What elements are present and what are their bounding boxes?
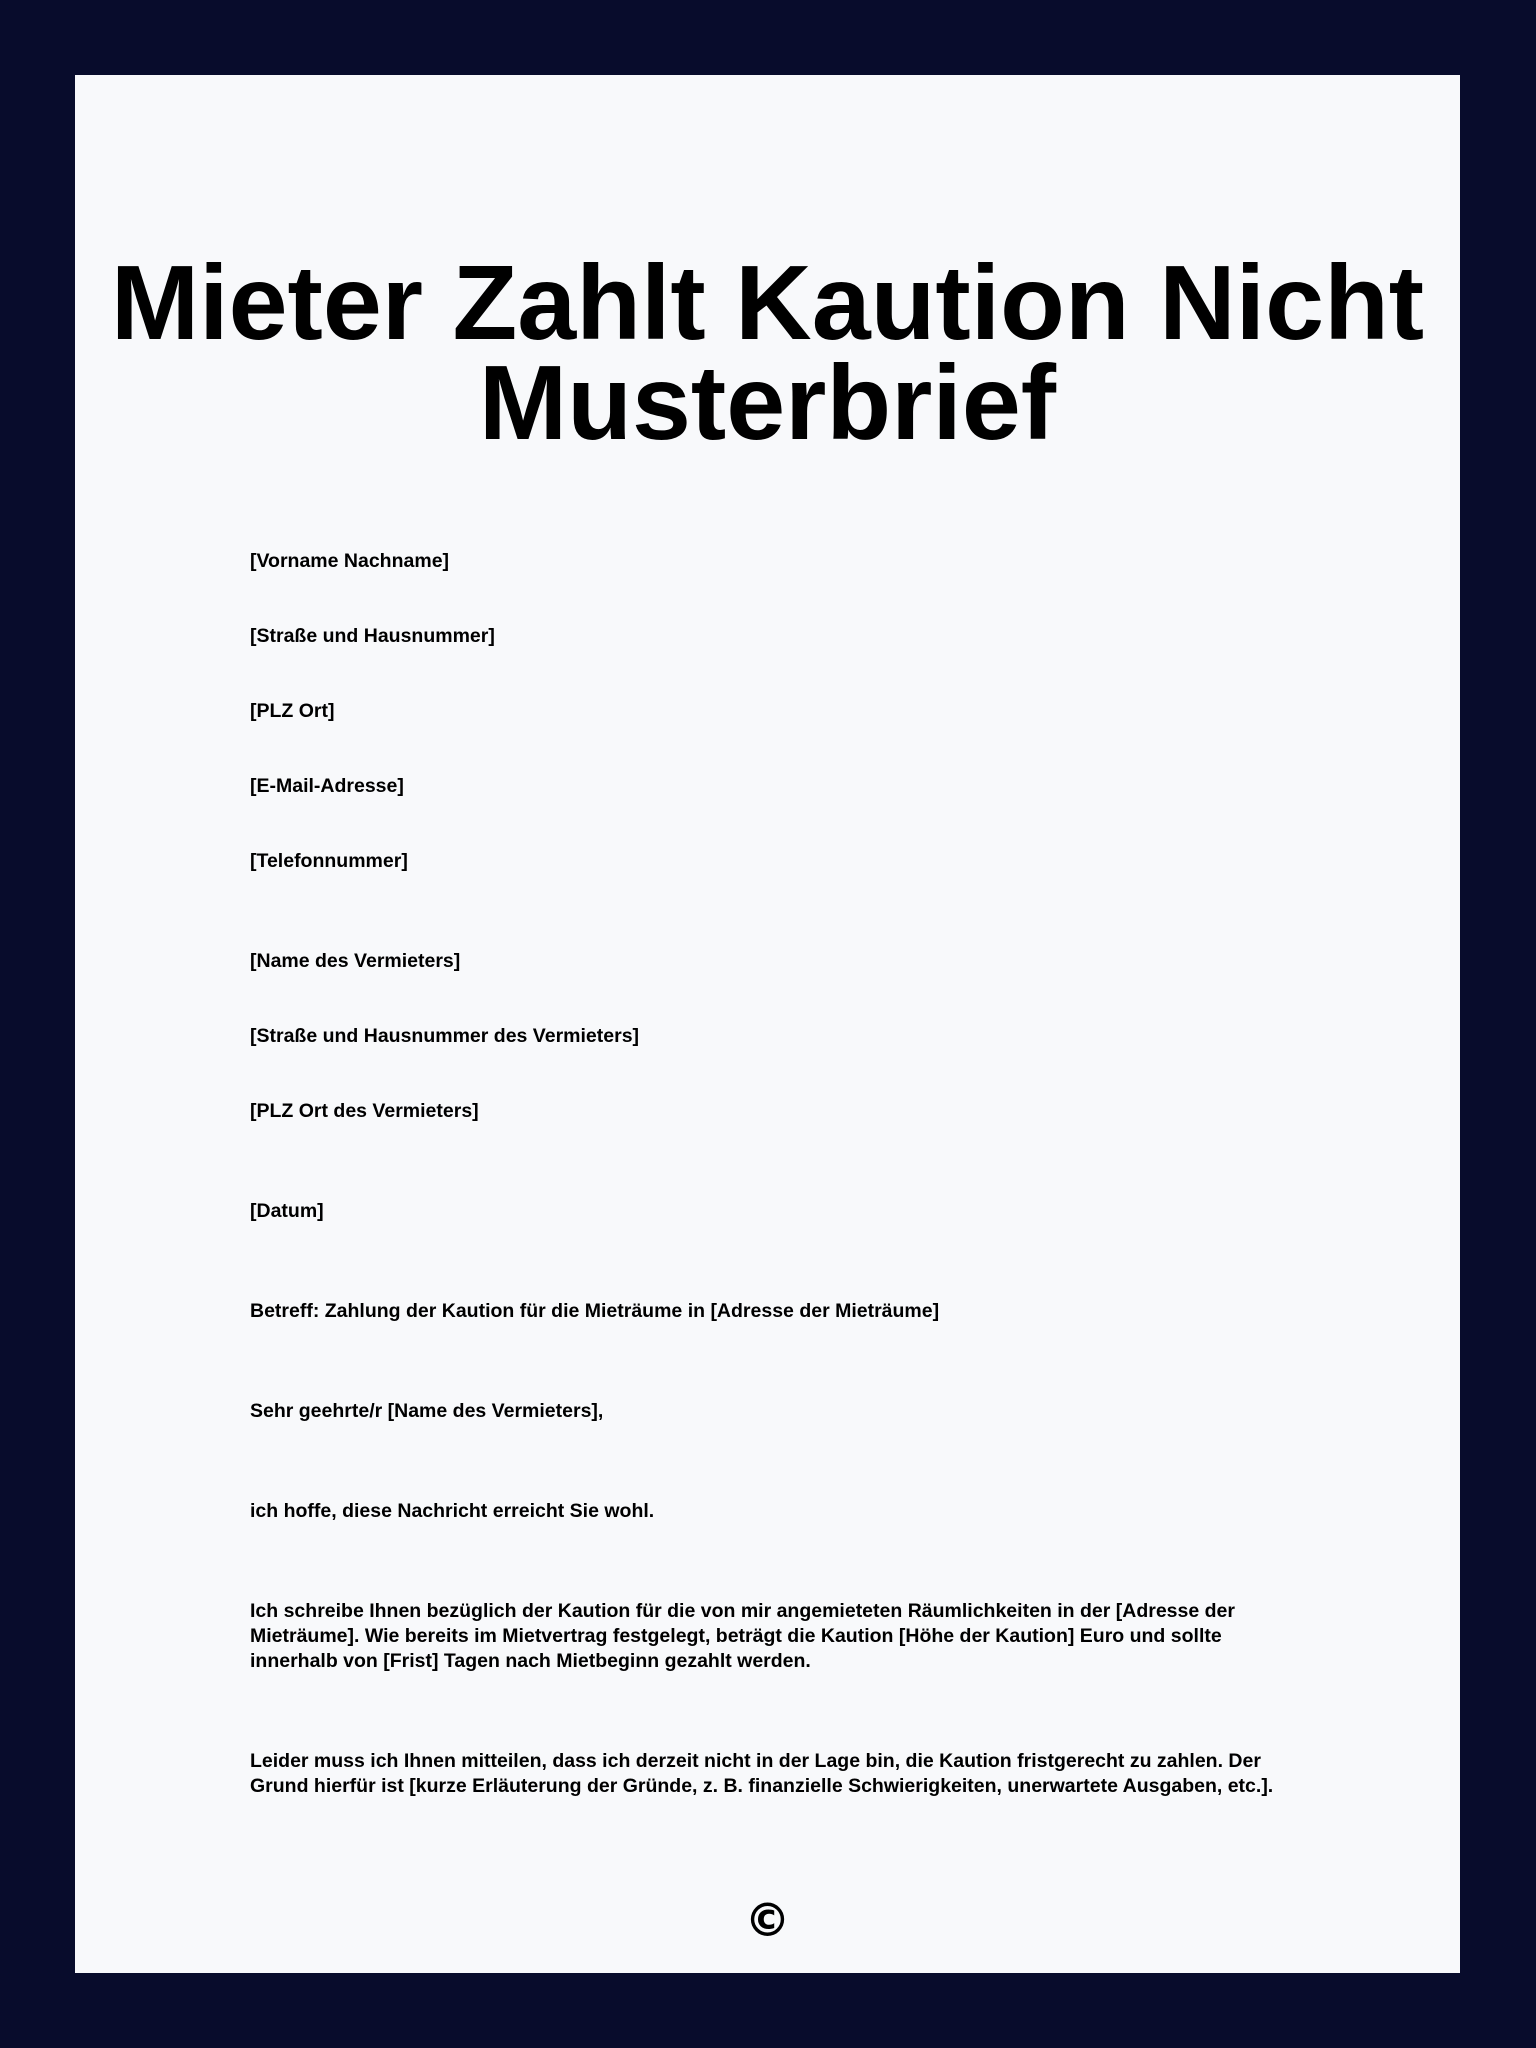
letter-date: [Datum] [250,1200,324,1222]
sender-phone: [Telefonnummer] [250,850,408,872]
recipient-name: [Name des Vermieters] [250,950,461,972]
document-title: Mieter Zahlt Kaution Nicht Musterbrief [110,244,1425,462]
sender-street: [Straße und Hausnummer] [250,625,495,647]
sender-name: [Vorname Nachname] [250,550,450,572]
letter-subject: Betreff: Zahlung der Kaution für die Mieträume in [Adresse der Mieträume] [250,1300,940,1322]
copyright-icon: © [744,1893,791,1947]
letter-paragraph: Leider muss ich Ihnen mitteilen, dass ich derzeit nicht in der Lage bin, die Kaution fristgerecht zu zahlen. Der Grund hierfür ist [kurze Erläuterung der Gründe, z. B. finanzielle Schwierigkeiten, unerwartete Ausgaben, etc.]. [250,1750,1274,1797]
sender-city: [PLZ Ort] [250,700,335,722]
sender-email: [E-Mail-Adresse] [250,775,404,797]
letter-paragraph: Ich schreibe Ihnen bezüglich der Kaution für die von mir angemieteten Räumlichkeiten in der [Adresse der Mieträume]. Wie bereits im Mietvertrag festgelegt, beträgt die Kaution [Höhe der Kaution] Euro und sollte innerhalb von [Frist] Tagen nach Mietbeginn gezahlt werden. [250,1600,1235,1672]
recipient-city: [PLZ Ort des Vermieters] [250,1100,479,1122]
document-page [75,75,1460,1973]
letter-salutation: Sehr geehrte/r [Name des Vermieters], [250,1400,604,1422]
letter-paragraph: ich hoffe, diese Nachricht erreicht Sie wohl. [250,1500,655,1522]
recipient-street: [Straße und Hausnummer des Vermieters] [250,1025,640,1047]
